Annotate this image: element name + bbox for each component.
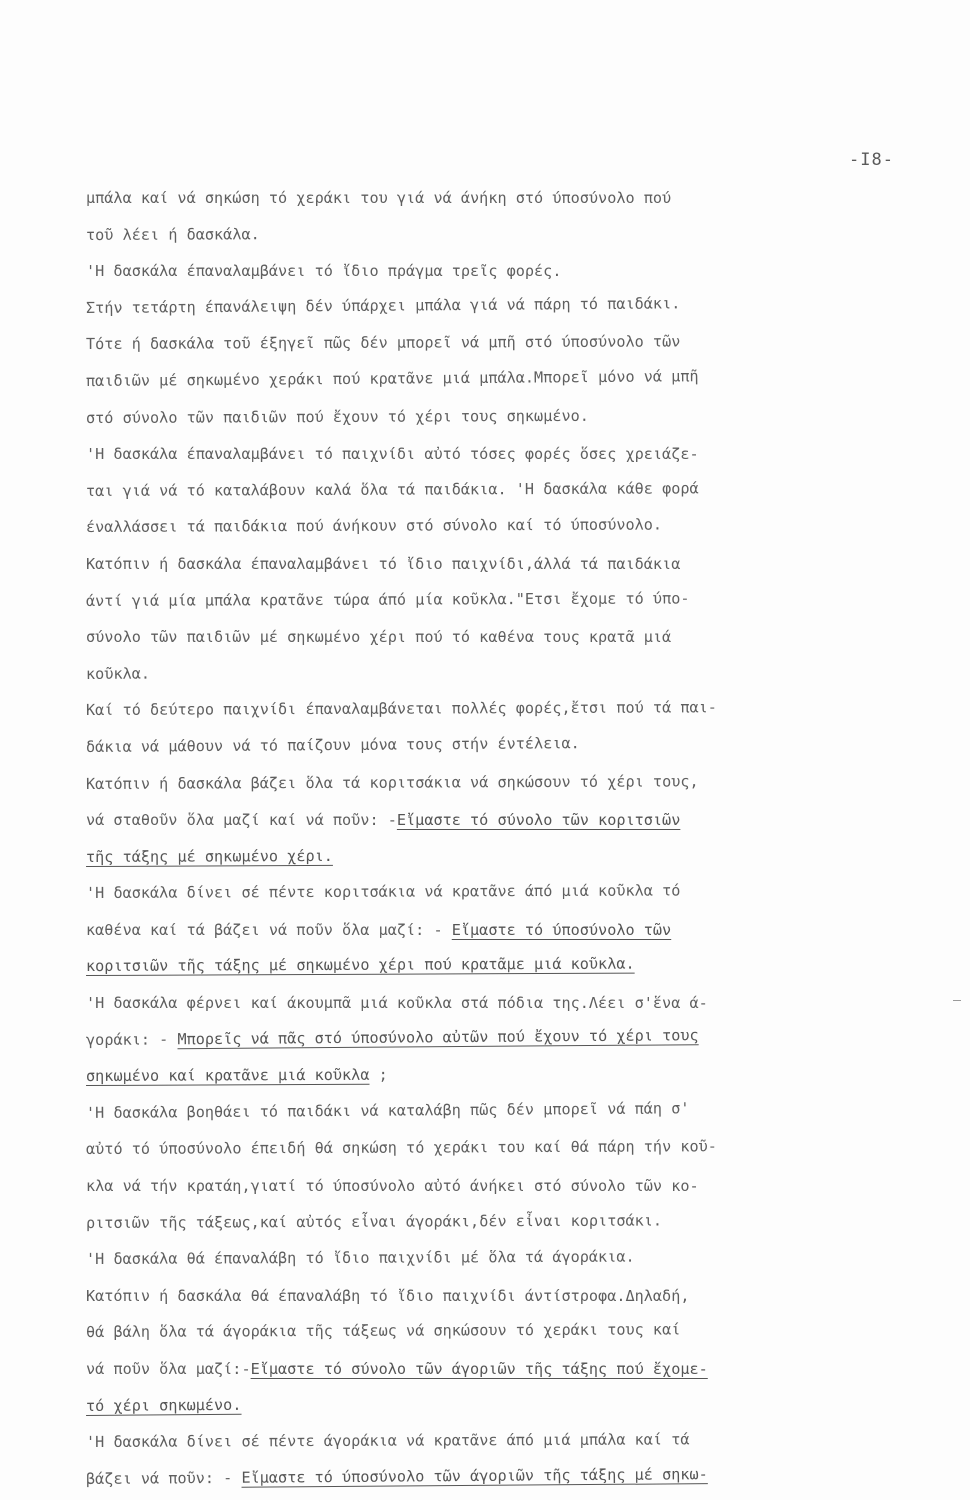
underlined-text: Εἴμαστε τό ύποσύνολο τῶν άγοριῶν τῆς τάξης μέ σηκω- — [241, 1464, 708, 1487]
underlined-text: Εἴμαστε τό σύνολο τῶν κοριτσιῶν — [396, 811, 681, 830]
text-line — [86, 1278, 906, 1315]
underlined-text: σηκωμένο καί κρατᾶνε μιά κοῦκλα — [85, 1066, 370, 1086]
text-line — [86, 1128, 906, 1168]
line-text: Στήν τετάρτη έπανάλειψη δέν ύπάρχει μπάλα γιά νά πάρη τό παιδάκι. — [85, 294, 681, 317]
line-text: νά ποῦν ὅλα μαζί:- — [86, 1360, 251, 1378]
line-text: κλα νά τήν κρατάη,γιατί τό ύποσύνολο αὐτό άνήκει στό σύνολο τῶν κο- — [86, 1177, 699, 1196]
text-line — [86, 283, 906, 326]
line-text: Τότε ή δασκάλα τοῦ έξηγεῖ πῶς δέν μπορεῖ νά μπῆ στό ύποσύνολο τῶν — [85, 332, 681, 354]
text-line — [86, 506, 906, 546]
line-text: 'Η δασκάλα φέρνει καί άκουμπᾶ μιά κοῦκλα στά πόδια της.Λέει σ'ἕνα ά- — [86, 994, 708, 1013]
text-line — [86, 872, 906, 912]
line-text: παιδιῶν μέ σηκωμένο χεράκι πού κρατᾶνε μιά μπάλα.Μπορεῖ μόνο νά μπῆ — [85, 367, 699, 390]
line-text: 'Η δασκάλα δίνει σέ πέντε κοριτσάκια νά κρατᾶνε άπό μιά κοῦκλα τό — [85, 881, 681, 903]
line-text: γοράκι: - — [85, 1029, 178, 1049]
underlined-text: Εἴμαστε τό ύποσύνολο τῶν — [451, 920, 672, 939]
line-text: Κατόπιν ή δασκάλα θά έπαναλάβη τό ἴδιο παιχνίδι άντίστροφα.Δηλαδή, — [86, 1286, 690, 1305]
text-line — [86, 357, 906, 400]
text-line — [86, 1201, 906, 1241]
line-text: δάκια νά μάθουν νά τό παίζουν μόνα τους στήν έντέλεια. — [85, 734, 580, 756]
text-line — [86, 912, 906, 949]
line-text: κοῦκλα. — [85, 664, 151, 683]
line-text: ται γιά νά τό καταλάβουν καλά ὅλα τά παιδάκια. 'Η δασκάλα κάθε φορά — [85, 479, 699, 500]
text-line — [86, 1015, 906, 1058]
underlined-text: Μπορεῖς νά πᾶς στό ύποσύνολο αὐτῶν πού ἔχουν τό χέρι τους — [177, 1025, 699, 1048]
text-line — [86, 945, 906, 985]
line-text: Κατόπιν ή δασκάλα έπαναλαμβάνει τό ἴδιο παιχνίδι,άλλά τά παιδάκια — [86, 554, 681, 573]
line-text: νά σταθοῦν ὅλα μαζί καί νά ποῦν: - — [86, 811, 397, 830]
text-line — [86, 469, 906, 509]
line-text: καθένα καί τά βάζει νά ποῦν ὅλα μαζί: - — [86, 920, 452, 939]
underlined-text: κοριτσιῶν τῆς τάξης μέ σηκωμένο χέρι πού κρατᾶμε μιά κοῦκλα. — [85, 955, 635, 976]
line-text: 'Η δασκάλα έπαναλαμβάνει τό παιχνίδι αὐτό τόσες φορές ὅσες χρειάζε- — [86, 445, 699, 464]
text-line — [86, 1168, 906, 1205]
line-text: 'Η δασκάλα θά έπαναλάβη τό ἴδιο παιχνίδι μέ ὅλα τά άγοράκια. — [85, 1247, 635, 1269]
text-line — [86, 1454, 906, 1497]
text-line — [86, 396, 906, 436]
text-line — [86, 722, 906, 765]
text-line — [86, 802, 906, 839]
line-text: 'Η δασκάλα δίνει σέ πέντε άγοράκια νά κρατᾶνε άπό μιά μπάλα καί τά — [85, 1430, 690, 1452]
line-text: Καί τό δεύτερο παιχνίδι έπαναλαμβάνεται πολλές φορές,ἔτσι πού τά παι- — [85, 698, 717, 720]
text-line — [86, 579, 906, 619]
typed-text-body — [86, 180, 906, 1497]
text-line — [86, 546, 906, 583]
line-text: θά βάλη ὅλα τά άγοράκια τῆς τάξεως νά σηκώσουν τό χεράκι τους καί — [85, 1320, 681, 1342]
line-text: Κατόπιν ή δασκάλα βάζει ὅλα τά κοριτσάκια νά σηκώσουν τό χέρι τους, — [85, 771, 699, 793]
line-text: μπάλα καί νά σηκώση τό χεράκι του γιά νά άνήκη στό ύποσύνολο πού — [86, 189, 672, 207]
margin-mark — [953, 1000, 961, 1001]
line-text: σύνολο τῶν παιδιῶν μέ σηκωμένο χέρι πού τό καθένα τους κρατᾶ μιά — [86, 628, 672, 647]
text-line — [86, 1381, 906, 1424]
text-line — [86, 1238, 906, 1278]
underlined-text: Εἴμαστε τό σύνολο τῶν άγοριῶν τῆς τάξης πού ἔχομε- — [250, 1360, 708, 1378]
text-line — [86, 213, 906, 253]
text-line — [86, 1311, 906, 1351]
page-number: -I8- — [849, 150, 894, 170]
line-text: έναλλάσσει τά παιδάκια πού άνήκουν στό σύνολο καί τό ύποσύνολο. — [85, 515, 663, 537]
line-text: αὐτό τό ύποσύνολο έπειδή θά σηκώση τό χεράκι του καί θά πάρη τήν κοῦ- — [85, 1137, 717, 1159]
text-line — [86, 649, 906, 692]
line-text: τοῦ λέει ή δασκάλα. — [85, 224, 260, 244]
text-line — [86, 436, 906, 473]
text-line — [86, 180, 906, 217]
text-line — [86, 835, 906, 875]
text-line — [86, 762, 906, 802]
underlined-text: τό χέρι σηκωμένο. — [85, 1395, 242, 1415]
line-text: ριτσιῶν τῆς τάξεως,καί αὐτός εἶναι άγοράκι,δέν εἶναι κοριτσάκι. — [85, 1211, 663, 1232]
line-text: ; — [369, 1065, 388, 1085]
line-text: βάζει νά ποῦν: - — [85, 1468, 242, 1488]
text-line — [86, 1088, 906, 1131]
line-text: άντί γιά μία μπάλα κρατᾶνε τώρα άπό μία κοῦκλα."Ετσι ἔχομε τό ύπο- — [85, 588, 690, 610]
line-text: 'Η δασκάλα έπαναλαμβάνει τό ἴδιο πράγμα τρεῖς φορές. — [86, 262, 562, 281]
underlined-text: τῆς τάξης μέ σηκωμένο χέρι. — [85, 846, 333, 866]
line-text: 'Η δασκάλα βοηθάει τό παιδάκι νά καταλάβη πῶς δέν μπορεῖ νά πάη σ' — [85, 1099, 690, 1122]
line-text: στό σύνολο τῶν παιδιῶν πού ἔχουν τό χέρι τους σηκωμένο. — [85, 406, 589, 427]
